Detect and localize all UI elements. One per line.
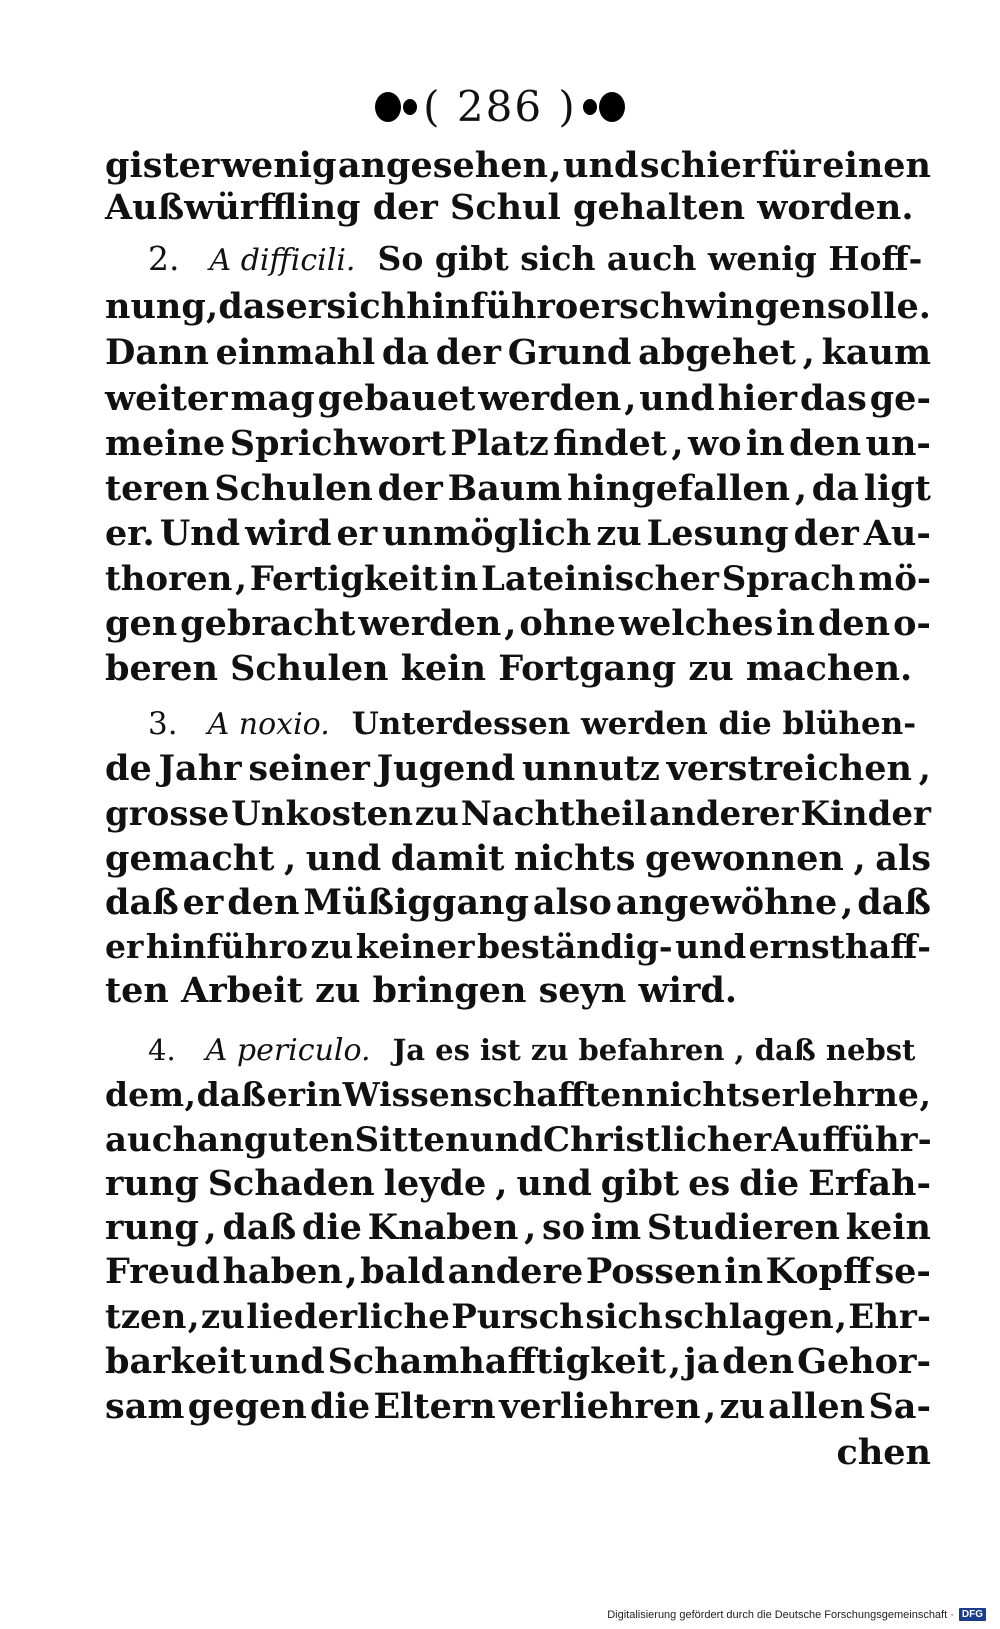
text-line: auch an guten Sitten und Christlicher Aufführ- — [105, 1120, 932, 1160]
dfg-logo: DFG — [959, 1608, 986, 1621]
running-head — [0, 82, 1000, 131]
text-line: teren Schulen der Baum hingefallen , da ligt — [105, 468, 931, 509]
item-number: 2. — [148, 239, 180, 278]
text-line: gister wenig angesehen , und schier für einen — [105, 145, 931, 186]
text-line: weiter mag gebauet werden , und hier das ge- — [105, 378, 931, 419]
text-line: ten Arbeit zu bringen seyn wird. — [105, 970, 738, 1011]
text-line: er. Und wird er unmöglich zu Lesung der Au- — [105, 513, 931, 554]
item-number: 4. — [148, 1033, 176, 1067]
text-line: gen gebracht werden , ohne welches in den o- — [105, 603, 931, 644]
catchword: chen — [836, 1432, 931, 1473]
text-line: meine Sprichwort Platz findet , wo in den un- — [105, 423, 931, 464]
text-line: thoren , Fertigkeit in Lateinischer Sprach mö- — [105, 559, 931, 599]
text-line: nung , das er sich hinführo erschwingen solle. — [105, 286, 931, 327]
text-line: Ja es ist zu befahren , daß nebst — [392, 1033, 916, 1067]
text-line: gemacht , und damit nichts gewonnen , als — [105, 838, 931, 879]
text-line: beren Schulen kein Fortgang zu machen. — [105, 648, 913, 689]
text-line: Außwürffling der Schul gehalten worden. — [105, 187, 914, 228]
text-line: rung Schaden leyde , und gibt es die Erfah- — [105, 1163, 931, 1204]
text-line: Freud haben , bald andere Possen in Kopff se- — [105, 1251, 931, 1292]
text-line: sam gegen die Eltern verliehren , zu allen Sa- — [105, 1386, 931, 1427]
text-line: rung , daß die Knaben , so im Studieren kein — [105, 1207, 931, 1248]
text-line: de Jahr seiner Jugend unnutz verstreichen , — [105, 748, 931, 789]
left-ornament-icon — [375, 92, 417, 122]
item-number: 3. — [148, 706, 178, 742]
text-line: tzen , zu liederliche Pursch sich schlagen , Ehr- — [105, 1297, 931, 1337]
item-2-first-line — [148, 238, 931, 280]
text-line: Dann einmahl da der Grund abgehet , kaum — [105, 332, 931, 373]
page-number: ( 286 ) — [423, 82, 577, 131]
text-line: Unterdessen werden die blühen- — [351, 706, 917, 742]
text-line: er hinführo zu keiner beständig- und ernsthaff- — [105, 927, 931, 966]
item-latin-label: A difficili. — [209, 243, 356, 278]
text-line: dem , daß er in Wissenschafften nichts erlehrne , — [105, 1075, 931, 1114]
text-line: So gibt sich auch wenig Hoff- — [377, 239, 923, 278]
item-latin-label: A noxio. — [207, 707, 330, 742]
right-ornament-icon — [583, 92, 625, 122]
text-line: daß er den Müßiggang also angewöhne , daß — [105, 882, 931, 923]
text-line: barkeit und Schamhafftigkeit , ja den Gehor- — [105, 1341, 931, 1382]
item-3-first-line — [148, 703, 931, 745]
credit-text: Digitalisierung gefördert durch die Deutsche Forschungsgemeinschaft · — [607, 1608, 954, 1621]
digitization-credit — [607, 1608, 986, 1621]
item-4-first-line — [148, 1029, 931, 1071]
item-latin-label: A periculo. — [205, 1033, 371, 1068]
text-line: grosse Unkosten zu Nachtheil anderer Kinder — [105, 794, 931, 834]
